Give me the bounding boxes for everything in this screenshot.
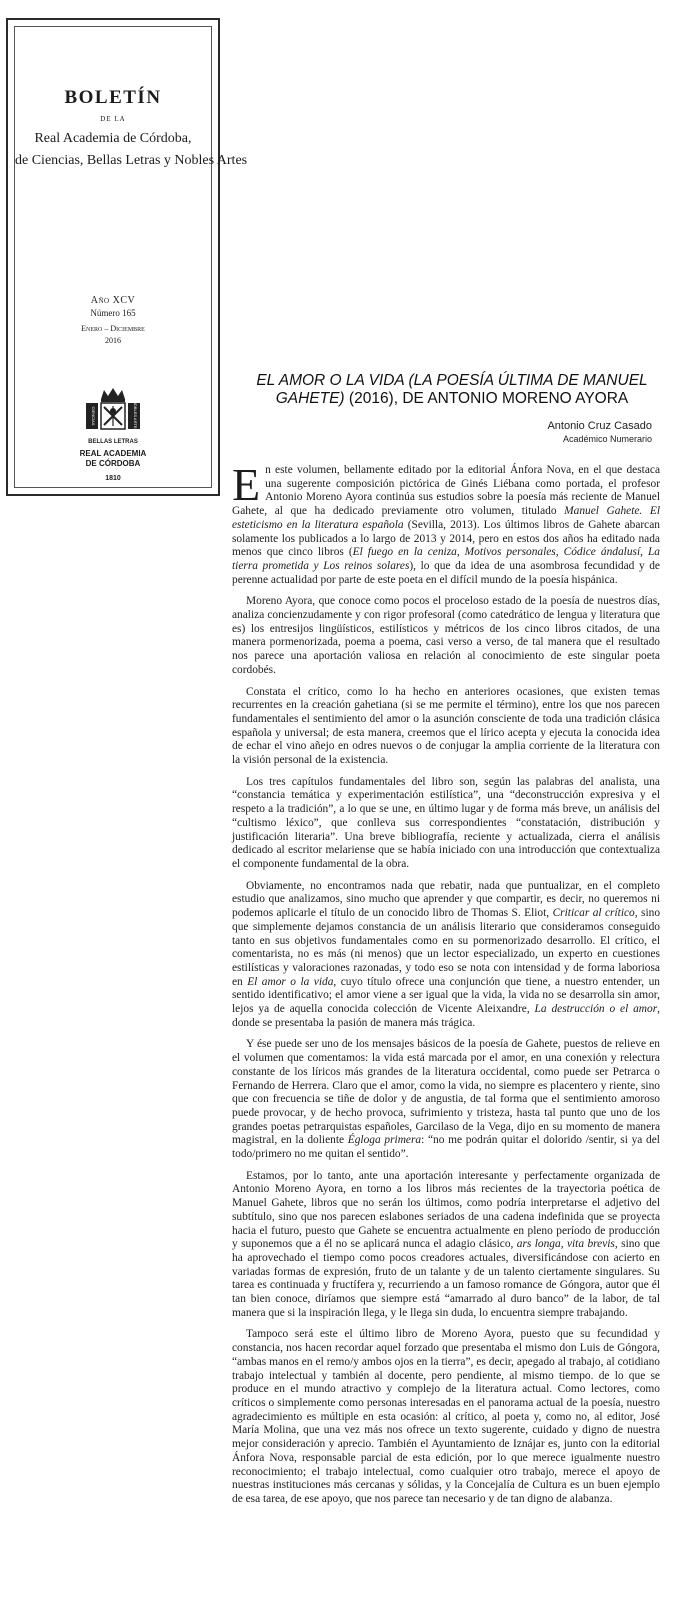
cover-issue-number: Número 165	[90, 308, 136, 318]
p7-italic-a: ars longa, vita brevis	[516, 1238, 615, 1251]
p5-italic-a: Criticar al crítico	[552, 907, 635, 920]
author-name: Antonio Cruz Casado	[547, 420, 652, 432]
emblem-academy-line1: REAL ACADEMIA	[79, 449, 147, 458]
paragraph-4: Los tres capítulos fundamentales del libro son, según las palabras del analista, una “constancia temática y experimentación estilística”, una “deconstrucción expresiva y el respeto a la tradición”, a lo que se une, en último lugar y de forma más breve, un análisis del “cultismo léxico”, que conlleva sus correspondientes “constatación, distribución y justificación literaria”. Una breve bibliografía, reciente y actualizada, cierra el análisis dedicado al escritor melariense que se había iniciado con una introducción que contextualiza el componente fundamental de la obra.	[232, 775, 660, 870]
p1-text-b: (Sevilla, 2013). Los últimos libros de Gahete abarcan solamente los publicados a lo largo de 2013 y 2014, pero en estos dos años ha editado nada menos que cinco libros (	[232, 518, 660, 559]
article-body	[232, 459, 661, 1515]
p5-italic-c: La destrucción o el amor	[534, 1003, 658, 1016]
p1-text-a: n este volumen, bellamente editado por la editorial Ánfora Nova, en el que destaca una sugerente composición pictórica de Ginés Liébana como portada, el profesor Antonio Moreno Ayora continúa sus estudios sobre la poesía más reciente de Manuel Gahete, al que ha dedicado previamente otro volumen, titulado	[232, 464, 660, 518]
p6-text-b: : “no me podrán quitar el dolorido /sentir, si ya del todo/primero no me quitan el sentido”.	[232, 1134, 660, 1161]
p6-italic-a: Égloga primera	[347, 1134, 422, 1147]
cover-publication-year: 2016	[105, 336, 121, 345]
paragraph-5	[232, 880, 660, 1031]
p5-text-d: , donde se presentaba la pasión de manera más trágica.	[232, 1003, 661, 1029]
paragraph-6	[232, 1038, 660, 1161]
p5-text-b: , sino que simplemente dejamos constancia de un análisis literario que consideramos conseguido tanto en sus objetivos fundamentales como en su pormenorizado desarrollo. El crítico, el comentarista, no es más (ni menos) que un lector especializado, un experto en cuestiones estilísticas y valoraciones razonadas, y todo eso se nota con intensidad y de forma laboriosa en	[232, 907, 661, 988]
cover-academy-subtitle: de Ciencias, Bellas Letras y Nobles Artes	[15, 153, 248, 168]
p5-italic-b: El amor o la vida	[247, 975, 334, 988]
article-title-book: EL AMOR O LA VIDA (LA POESÍA ÚLTIMA DE MANUEL GAHETE)	[256, 372, 648, 407]
emblem-academy-line2: DE CÓRDOBA	[85, 459, 141, 468]
paragraph-7	[232, 1170, 660, 1321]
cover-frame	[14, 26, 248, 488]
cover-year-label: Año XCV	[90, 295, 136, 306]
paragraph-8: Tampoco será este el último libro de Moreno Ayora, puesto que su fecundidad y constancia, nos hacen recordar aquel forzado que presentaba el mismo don Luis de Góngora, “ambas manos en el remo/y ambos ojos en la tierra”, es decir, apegado al trabajo, al cotidiano trabajo intelectual y también al docente, pero pendiente, al mismo tiempo. de lo que se produce en el mundo atractivo y complejo de la literatura actual. Como lectores, como críticos o simplemente como personas interesadas en el panorama actual de la poesía, nuestro agradecimiento es múltiple en esta ocasión: al crítico, al poeta y, como no, al editor, José María Molina, que una vez más nos ofrece un texto sugerente, cuidado y digno de nuestra mejor consideración y aprecio. También el Ayuntamiento de Iznájar es, junto con la editorial Ánfora Nova, responsable parcial de esta edición, por lo que merece igualmente nuestro reconocimiento; el trabajo intelectual, como cualquier otro trabajo, merece el apoyo de nuestras instituciones más cercanas y sólidas, y la Concejalía de Cultura es un buen ejemplo de esa tarea, de ese apoyo, que nos parece tan necesario y de tan digno de alabanza.	[232, 1328, 660, 1505]
p7-text-a: Estamos, por lo tanto, ante una aportación interesante y perfectamente organizada de Antonio Moreno Ayora, en torno a los libros más recientes de la trayectoria poética de Manuel Gahete, libros que no serán los últimos, como podría interpretarse el adjetivo del subtítulo, sino que nos parecen eslabones seriados de una cadena indefinida que se proyecta hacia el futuro, puesto que Gahete se encuentra actualmente en pleno período de producción y suponemos que a él no se aplicará nunca el adagio clásico,	[232, 1169, 660, 1251]
p1-italic-b: El fuego en la ceniza, Motivos personales, Códice ándalusí, La tierra prometida y Los reinos solares	[232, 546, 660, 572]
article-header	[232, 372, 672, 408]
emblem-founded-year: 1810	[105, 475, 121, 482]
p5-text-c: , cuyo título ofrece una conjunción que tiene, a nuestro entender, un sentido identificativo; el amor viene a ser igual que la vida, la vida no se desarrolla sin amor, lejos ya de aquella conocida colección de Vicente Aleixandre,	[232, 975, 660, 1016]
paragraph-3: Constata el crítico, como lo ha hecho en anteriores ocasiones, que existen temas recurrentes en la creación gahetiana (si se me permite el término), entre los que nos parecen fundamentales el sentimiento del amor o la asunción consciente de toda una tradición clásica española y universal; de esta manera, creemos que el lírico acepta y ejecuta la conocida idea de echar el vino añejo en odres nuevos o de conjugar la amplia corriente de la literatura con la visión personal de la existencia.	[232, 685, 660, 767]
cover-academy-name: Real Academia de Córdoba,	[34, 131, 192, 146]
cover-de-la: DE LA	[100, 115, 126, 123]
emblem-bottom-text: BELLAS LETRAS	[88, 439, 138, 445]
article-title	[232, 372, 672, 408]
p1-italic-a: Manuel Gahete. El esteticismo en la literatura española	[232, 505, 660, 531]
emblem-left-text: CIENCIAS	[91, 406, 96, 426]
paragraph-2: Moreno Ayora, que conoce como pocos el proceloso estado de la poesía de nuestros días, analiza concienzudamente y con rigor profesoral (como catedrático de lengua y literatura que es) los entresijos lingüísticos, estilísticos y métricos de los cinco libros citados, de una manera pormenorizada, poema a poema, casi verso a verso, de tal manera que el resultado nos parece una aportación valiosa en relación al conocimiento de este singular poeta cordobés.	[232, 595, 660, 676]
paragraph-1	[232, 459, 660, 587]
p1-text-c: ), lo que da idea de una asombrosa fecundidad y de perenne actualidad por parte de este poeta en el difícil mundo de la poesía hispánica.	[232, 559, 660, 586]
p7-text-b: , sino que ha aprovechado el tiempo como pocos creadores actuales, diversificándose con acierto en variadas formas de expresión, fruto de un talante y de un talento ciertamente singulares. Su tarea es continuada y fructífera y, recurriendo a un famoso romance de Góngora, autor que él tan bien conoce, diríamos que siempre está “amarrado al duro banco” de la labor, de tal manera que si la inspiración llega, y le llega sin duda, lo encuentra siempre trabajando.	[232, 1238, 660, 1319]
p6-text-a: Y ése puede ser uno de los mensajes básicos de la poesía de Gahete, puestos de relieve en el volumen que comentamos: la vida está marcada por el amor, en una conexión y relectura constante de los líricos más grandes de la literatura occidental, como puede ser Petrarca o Fernando de Herrera. Claro que el amor, como la vida, no siempre es placentero y riente, sino que con frecuencia se tiñe de dolor y de angustia, de tal forma que el sentimiento amoroso puede provocar, y de hecho provoca, sufrimiento y tristeza, hasta tal punto que uno de los grandes poetas petrarquistas españoles, Garcilaso de la Vega, dijo en su momento de manera magistral, en la doliente	[232, 1038, 660, 1147]
emblem-right-text: NOBLES ARTES	[133, 400, 138, 432]
p5-text-a: Obviamente, no encontramos nada que rebatir, nada que puntualizar, en el completo estudio que analizamos, sino mucho que aprender y que compartir, es decir, no queremos ni podemos aplicarle el título de un conocido libro de Thomas S. Eliot,	[232, 879, 660, 920]
journal-cover	[6, 18, 248, 496]
author-role: Académico Numerario	[562, 434, 652, 444]
article-title-rest: (2016), DE ANTONIO MORENO AYORA	[344, 390, 629, 407]
cover-title: BOLETÍN	[64, 87, 162, 108]
drop-cap: E	[232, 459, 261, 510]
cover-months: Enero – Diciembre	[81, 324, 145, 333]
author-block	[547, 420, 652, 444]
